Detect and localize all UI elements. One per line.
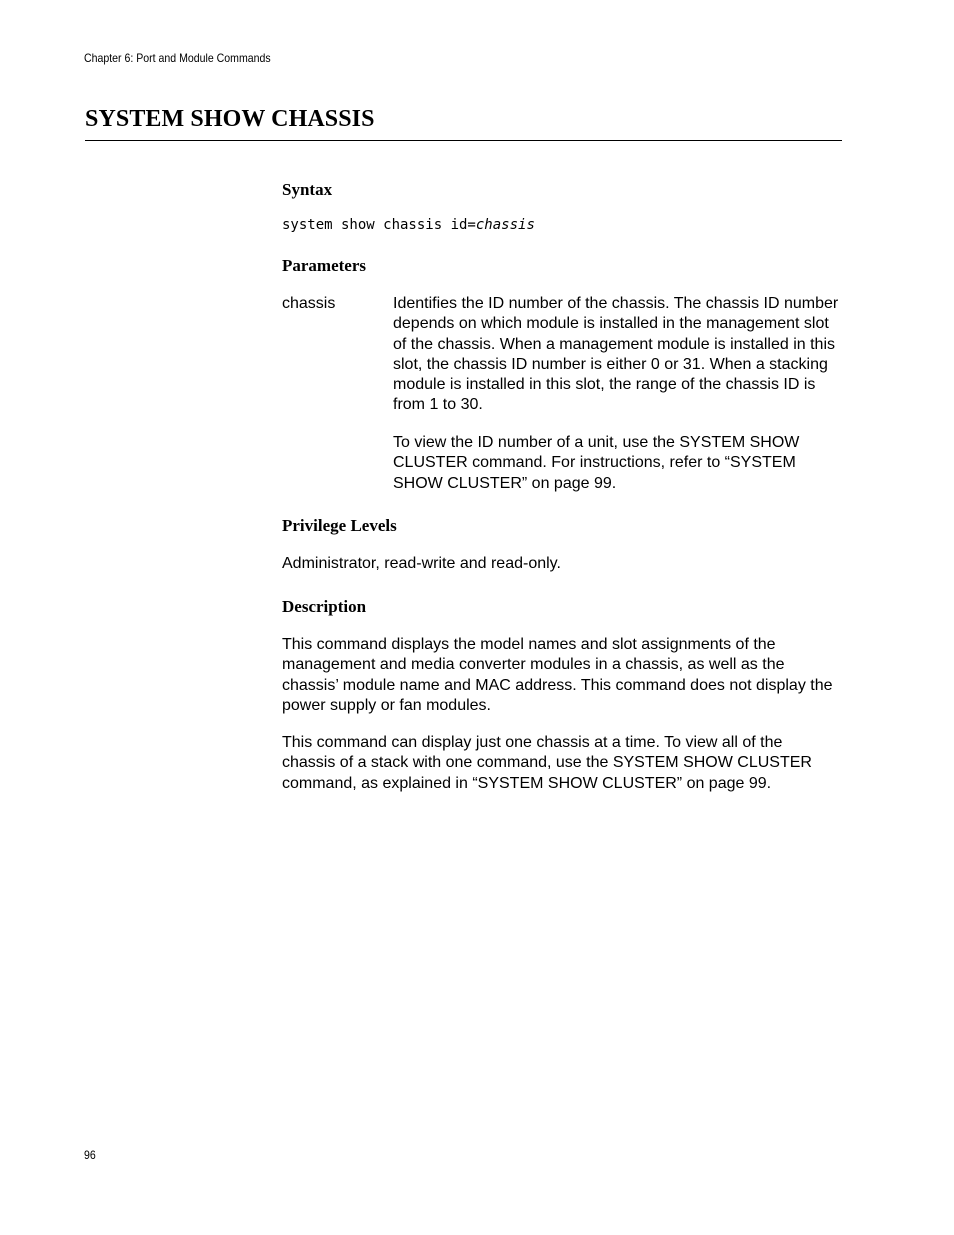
- parameter-description: Identifies the ID number of the chassis. The chassis ID number depends on which module is installed in the management slot of the chassis. When a management module is installed in this slot, the chassis ID number is either 0 or 31. When a stacking module is installed in this slot, the range of the chassis ID is from 1 to 30.: [393, 295, 839, 414]
- parameter-note: To view the ID number of a unit, use the SYSTEM SHOW CLUSTER command. For instructions, refer to “SYSTEM SHOW CLUSTER” on page 99.: [393, 434, 800, 492]
- running-header: Chapter 6: Port and Module Commands: [84, 51, 271, 65]
- page-number: 96: [84, 1148, 96, 1162]
- syntax-argument: chassis: [475, 217, 535, 233]
- description-heading: Description: [282, 597, 367, 616]
- syntax-heading: Syntax: [282, 180, 333, 199]
- description-paragraph: This command can display just one chassis at a time. To view all of the chassis of a stack with one command, use the SYSTEM SHOW CLUSTER command, as explained in “SYSTEM SHOW CLUSTER” on page 99.: [282, 734, 812, 792]
- parameter-name: chassis: [282, 295, 336, 312]
- syntax-command: [282, 217, 535, 233]
- page-title: SYSTEM SHOW CHASSIS: [85, 106, 375, 132]
- parameters-heading: Parameters: [282, 256, 367, 275]
- title-rule: [85, 140, 842, 141]
- syntax-command-text: system show chassis id=: [282, 217, 476, 233]
- privilege-heading: Privilege Levels: [282, 516, 397, 535]
- description-paragraph: This command displays the model names and slot assignments of the management and media converter modules in a chassis, as well as the chassis’ module name and MAC address. This command does not display the power supply or fan modules.: [282, 636, 833, 714]
- privilege-text: Administrator, read-write and read-only.: [282, 555, 561, 572]
